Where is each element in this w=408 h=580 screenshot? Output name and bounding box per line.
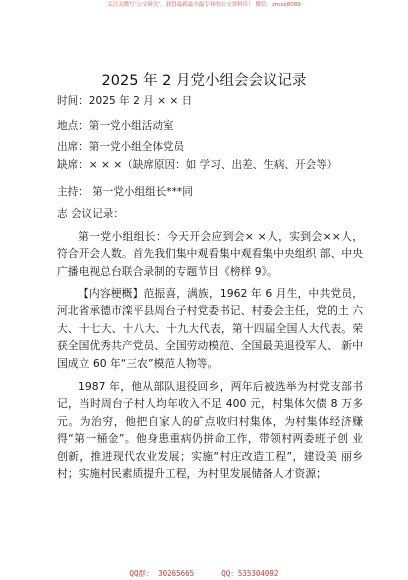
- paragraph-biography: 1987 年，他从部队退役回乡，两年后被选举为村党支部书记，当时周台子村人均年收入不足 400 元，村集体欠债 8 万多 元。为治穷，他把自家人的矿点收归村集体，为村集体经济赚 得“第一桶金”。他身患重病仍拼命工作，带领村两委班子创 业创新，推进现代农业发展；实施“村庄改造工程”，建设美 丽乡村；实施村民素质提升工程，为村里发展储备人才资源；: [57, 380, 364, 481]
- footer-contact: QQ群： 30265665 QQ：535304092: [129, 569, 279, 578]
- meeting-host: 主持： 第一党小组组长***同: [57, 186, 193, 198]
- meeting-location: 地点：第一党小组活动室: [57, 120, 174, 132]
- paragraph-opening: 第一党小组组长：今天开会应到会× ×人，实到会××人，符合开会人数。首先我们集中观看集中观看集中央组织 部、中央广播电视总台联合录制的专题节目《榜样 9》。: [57, 230, 363, 278]
- record-label: 志 会议记录：: [57, 208, 124, 220]
- top-banner: 关注关微号‘公文研究’，获得最新最全最专业的公文资料库！ 微信：zmxx8089: [107, 2, 301, 8]
- document-title: 2025 年 2 月党小组会会议记录: [101, 73, 307, 89]
- paragraph-summary: 【内容梗概】范振喜，满族，1962 年 6 月生，中共党员，河北省承德市滦平县周台子村党委书记、村委会主任，党的土 六大、十七大、十八大、十九大代表，第十四届全国人大代表。荣获全国优秀共产党员、全国劳动模范、全国最美退役军人、 新中国成立 60 年“三农”模范人物等。: [57, 287, 363, 370]
- meeting-attendees: 出席：第一党小组全体党员: [57, 141, 185, 153]
- meeting-time: 时间：2025 年 2 月 × × 日: [57, 95, 193, 107]
- meeting-absent: 缺席：× × ×（缺席原因：如 学习、出差、生病、开会等）: [57, 159, 338, 171]
